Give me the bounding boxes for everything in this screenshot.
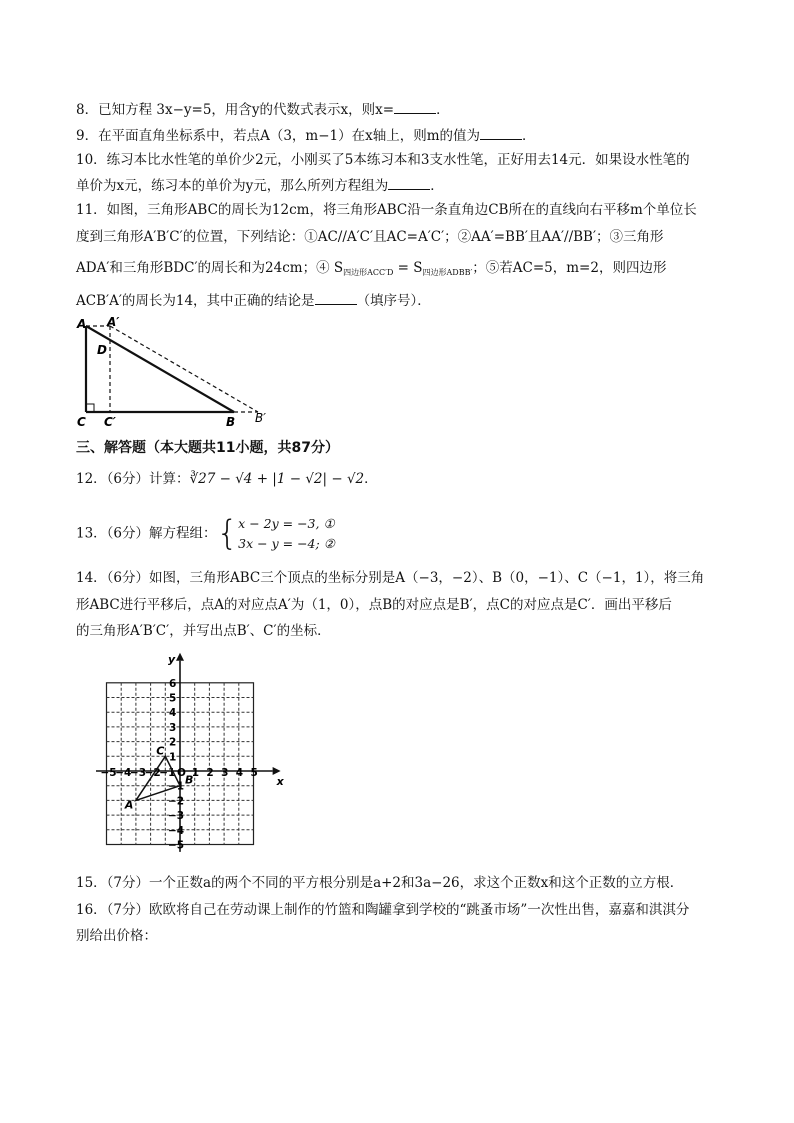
x-tick-label: 2 xyxy=(206,767,214,779)
point-label-b: B xyxy=(185,773,194,787)
y-axis-label: y xyxy=(168,652,176,666)
x-tick-label: 5 xyxy=(250,767,258,779)
x-tick-label: 1 xyxy=(191,767,200,779)
question-11-line-2: 度到三角形A′B′C′的位置，下列结论：①AC//A′C′且AC=A′C′；②AA′=BB′且AA′//BB′；③三角形 xyxy=(76,229,664,245)
y-tick-label: −3 xyxy=(168,810,185,823)
label-b: B xyxy=(226,415,236,428)
y-tick-label: −5 xyxy=(168,839,185,852)
y-tick-label: 2 xyxy=(169,736,177,749)
label-c-prime: C′ xyxy=(104,415,116,428)
question-10-line-2: 单价为x元，练习本的单价为y元，那么所列方程组为 ． xyxy=(76,175,444,196)
section-heading: 三、解答题（本大题共11小题，共87分） xyxy=(76,440,339,456)
answer-blank xyxy=(394,99,436,114)
y-tick-label: 1 xyxy=(169,751,177,764)
x-tick-label: −1 xyxy=(159,767,176,779)
equation-1: x − 2y = −3, ① xyxy=(238,515,335,531)
x-tick-label: −5 xyxy=(100,767,117,779)
system-brace: { xyxy=(216,513,239,554)
expression: ∛27 − √4 + |1 − √2| − √2 xyxy=(189,471,365,487)
y-tick-label: 4 xyxy=(169,707,177,720)
question-9: 9．在平面直角坐标系中，若点A（3，m−1）在x轴上，则m的值为 ． xyxy=(76,125,536,146)
question-13: 13．（6分）解方程组：{x − 2y = −3, ① 3x − y = −4; ② xyxy=(76,513,335,554)
right-angle-mark xyxy=(86,404,94,412)
answer-blank xyxy=(315,290,357,305)
x-tick-label: O xyxy=(177,767,186,779)
question-14-line-3: 的三角形A′B′C′，并写出点B′、C′的坐标． xyxy=(76,623,331,639)
label-a: A xyxy=(77,317,87,331)
y-tick-label: −2 xyxy=(168,795,185,808)
equation-2: 3x − y = −4; ② xyxy=(238,535,335,551)
answer-blank xyxy=(388,175,430,190)
question-14-line-1: 14．（6分）如图，三角形ABC三个顶点的坐标分别是A（−3，−2）、B（0，−1）、C（−1，1），将三角 xyxy=(76,570,705,586)
x-tick-label: −4 xyxy=(115,767,132,779)
point-label-c: C xyxy=(156,744,165,758)
question-9-text: 9．在平面直角坐标系中，若点A（3，m−1）在x轴上，则m的值为 xyxy=(76,128,481,144)
y-tick-label: −1 xyxy=(168,780,185,793)
y-tick-label: 5 xyxy=(169,692,177,705)
x-tick-label: −2 xyxy=(144,767,161,779)
x-tick-label: 3 xyxy=(221,767,229,779)
question-12: 12．（6分）计算：∛27 − √4 + |1 − √2| − √2． xyxy=(76,471,378,487)
question-10-line-1: 10．练习本比水性笔的单价少2元，小刚买了5本练习本和3支水性笔，正好用去14元．如果设水性笔的 xyxy=(76,152,690,168)
y-tick-label: 3 xyxy=(169,721,177,734)
label-c: C xyxy=(77,415,86,428)
translation-triangle-figure xyxy=(74,316,274,428)
question-11-line-3: ADA′和三角形BDC′的周长和为24cm；④ $S_{四边形ACC'D} = S_{四边形ADBB'}$；⑤若AC=5，m=2，则四边形 xyxy=(76,260,667,277)
question-8-text: 8．已知方程 3x−y=5，用含y的代数式表示x，则x= xyxy=(76,102,395,118)
question-16-line-2: 别给出价格： xyxy=(76,928,157,944)
equation-system xyxy=(238,514,335,554)
x-tick-label: 4 xyxy=(235,767,244,779)
segment-a-prime-b-prime xyxy=(110,326,258,412)
label-d: D xyxy=(97,343,107,357)
y-tick-label: −4 xyxy=(168,824,185,837)
coordinate-grid xyxy=(96,650,306,860)
label-b-prime: B′ xyxy=(255,411,266,425)
question-16-line-1: 16．（7分）欧欧将自己在劳动课上制作的竹篮和陶罐拿到学校的“跳蚤市场”一次性出售，嘉嘉和淇淇分 xyxy=(76,902,690,918)
y-axis-arrow xyxy=(176,653,184,661)
x-axis-label: x xyxy=(276,775,284,788)
x-axis-arrow xyxy=(273,767,281,775)
question-11-line-4: ACB′A′的周长为14，其中正确的结论是 （填序号）． xyxy=(76,290,431,311)
answer-blank xyxy=(480,125,522,140)
x-tick-label: −3 xyxy=(129,767,147,779)
question-14-line-2: 形ABC进行平移后，点A的对应点A′为（1，0），点B的对应点是B′，点C的对应点是C′．画出平移后 xyxy=(76,597,672,613)
segment-ab xyxy=(86,326,234,412)
question-8: 8．已知方程 3x−y=5，用含y的代数式表示x，则x= ． xyxy=(76,99,450,120)
question-11-line-1: 11．如图，三角形ABC的周长为12cm，将三角形ABC沿一条直角边CB所在的直线向右平移m个单位长 xyxy=(76,202,697,218)
label-a-prime: A′ xyxy=(107,316,120,329)
question-15: 15．（7分）一个正数a的两个不同的平方根分别是a+2和3a−26，求这个正数x和这个正数的立方根． xyxy=(76,875,684,891)
y-tick-label: 6 xyxy=(169,677,177,690)
point-label-a: A xyxy=(124,798,134,812)
